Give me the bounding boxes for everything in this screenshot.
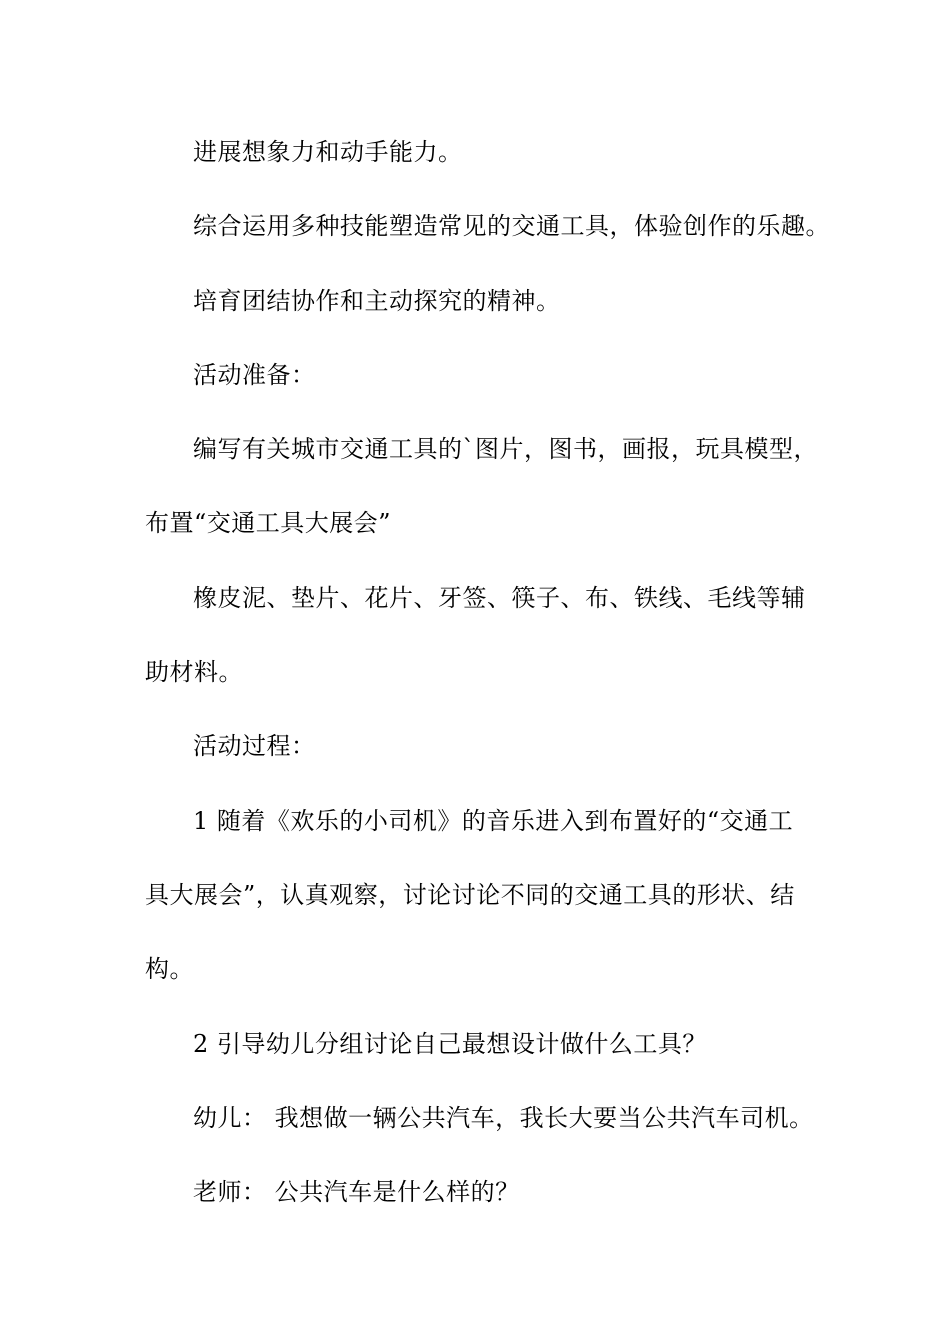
paragraph-auxiliary-materials-line2: 助材料。	[145, 658, 243, 686]
paragraph-goal-cooperation: 培育团结协作和主动探究的精神。	[193, 287, 561, 315]
paragraph-goal-imagination: 进展想象力和动手能力。	[193, 138, 463, 166]
paragraph-step1-line2: 具大展会”，认真观察，讨论讨论不同的交通工具的形状、结	[145, 881, 795, 909]
heading-activity-process: 活动过程：	[193, 732, 316, 760]
dialogue-child: 幼儿： 我想做一辆公共汽车，我长大要当公共汽车司机。	[193, 1104, 814, 1132]
heading-activity-preparation: 活动准备：	[193, 361, 316, 389]
paragraph-preparation-materials-line1: 编写有关城市交通工具的`图片，图书，画报，玩具模型，	[193, 435, 818, 463]
paragraph-step2: 2 引导幼儿分组讨论自己最想设计做什么工具？	[193, 1030, 707, 1058]
paragraph-step1-line1: 1 随着《欢乐的小司机》的音乐进入到布置好的“交通工	[193, 807, 794, 835]
paragraph-auxiliary-materials-line1: 橡皮泥、垫片、花片、牙签、筷子、布、铁线、毛线等辅	[193, 584, 806, 612]
paragraph-goal-skills: 综合运用多种技能塑造常见的交通工具，体验创作的乐趣。	[193, 212, 830, 240]
dialogue-teacher: 老师： 公共汽车是什么样的？	[193, 1178, 520, 1206]
paragraph-preparation-materials-line2: 布置“交通工具大展会”	[145, 509, 392, 537]
paragraph-step1-line3: 构。	[145, 955, 194, 983]
